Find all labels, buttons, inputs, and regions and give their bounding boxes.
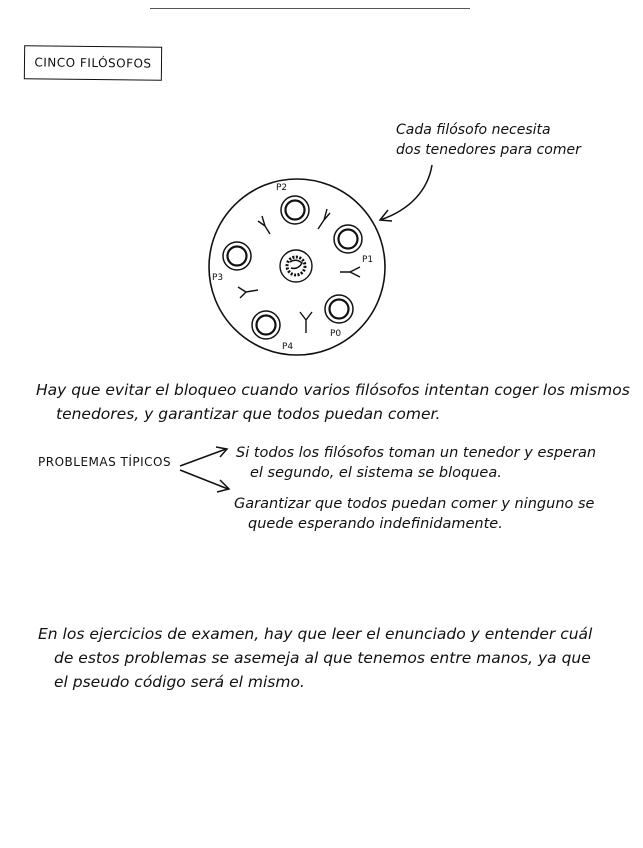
plate-p4: [252, 311, 280, 339]
annotation-line-1: Cada filósofo necesita: [396, 122, 551, 138]
fork-icon: [258, 216, 270, 234]
fork-icon: [318, 209, 330, 229]
philosopher-label-p1: P1: [362, 255, 374, 265]
philosopher-label-p0: P0: [330, 329, 342, 339]
problem-deadlock: [236, 443, 596, 483]
philosopher-label-p2: P2: [276, 183, 288, 193]
philosopher-label-p4: P4: [282, 342, 294, 352]
page-title: CINCO FILÓSOFOS: [34, 55, 152, 71]
paragraph-exam-tips: [38, 622, 592, 694]
plate-p0: [325, 295, 353, 323]
paragraph-line: de estos problemas se asemeja al que tenemos entre manos, ya que: [54, 649, 591, 667]
problem-line: el segundo, el sistema se bloquea.: [250, 465, 502, 481]
philosopher-label-p3: P3: [212, 273, 224, 283]
problems-label: PROBLEMAS TÍPICOS: [38, 455, 172, 469]
problem-arrow-1: [180, 449, 226, 466]
annotation-arrow: [380, 165, 432, 220]
paragraph-line: tenedores, y garantizar que todos puedan comer.: [56, 405, 441, 423]
annotation-line-2: dos tenedores para comer: [396, 142, 581, 158]
plate-p1: [334, 225, 362, 253]
spaghetti-bowl: [280, 250, 312, 282]
problem-starvation: [234, 494, 594, 534]
fork-icon: [340, 267, 360, 277]
plate-p2: [281, 196, 309, 224]
fork-icon: [238, 287, 258, 298]
paragraph-line: En los ejercicios de examen, hay que leer el enunciado y entender cuál: [38, 625, 593, 643]
fork-icon: [300, 312, 312, 333]
plate-p3: [223, 242, 251, 270]
problem-line: Si todos los filósofos toman un tenedor y esperan: [236, 445, 597, 461]
problem-line: quede esperando indefinidamente.: [248, 516, 503, 532]
problem-arrow-2: [180, 470, 228, 489]
paragraph-line: el pseudo código será el mismo.: [54, 673, 305, 691]
paragraph-line: Hay que evitar el bloqueo cuando varios filósofos intentan coger los mismos: [36, 381, 630, 399]
problem-line: Garantizar que todos puedan comer y ninguno se: [234, 496, 595, 512]
paragraph-deadlock: [36, 378, 630, 426]
